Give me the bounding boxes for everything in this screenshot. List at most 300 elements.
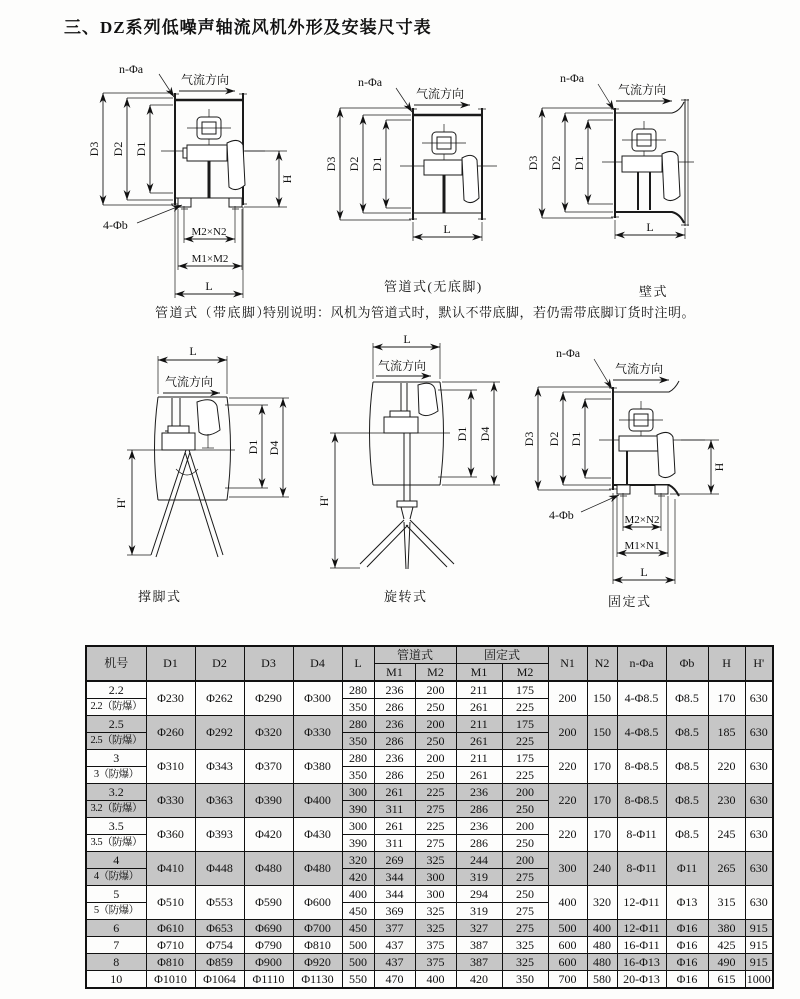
cell-n1: 220 xyxy=(548,784,587,818)
cell-d4: Φ480 xyxy=(293,852,342,886)
cell-model: 4 xyxy=(86,852,146,869)
cell-n-phi-a: 8-Φ11 xyxy=(617,852,666,886)
cell-n-phi-a: 4-Φ8.5 xyxy=(617,681,666,716)
cell-h-prime: 630 xyxy=(745,750,773,784)
cell-L: 300 xyxy=(342,818,374,835)
svg-text:H: H xyxy=(280,174,294,184)
cell-fixed-m1: 211 xyxy=(456,681,502,699)
cell-duct-m1: 286 xyxy=(374,733,415,750)
cell-fixed-m1: 244 xyxy=(456,852,502,869)
cell-d2: Φ343 xyxy=(195,750,244,784)
cell-n2: 170 xyxy=(587,784,617,818)
cell-d1: Φ410 xyxy=(146,852,195,886)
cell-n-phi-a: 16-Φ11 xyxy=(617,937,666,954)
cell-n-phi-a: 8-Φ11 xyxy=(617,818,666,852)
cell-duct-m2: 300 xyxy=(415,869,456,886)
col-header-fixed-m2: M2 xyxy=(502,664,548,682)
col-header-d4: D4 xyxy=(293,646,342,681)
cell-d3: Φ370 xyxy=(244,750,293,784)
cell-L: 280 xyxy=(342,716,374,733)
cell-model: 2.5（防爆） xyxy=(86,733,146,750)
cell-d3: Φ690 xyxy=(244,920,293,937)
cell-L: 450 xyxy=(342,903,374,920)
cell-fixed-m1: 261 xyxy=(456,733,502,750)
cell-L: 350 xyxy=(342,733,374,750)
cell-L: 500 xyxy=(342,937,374,954)
cell-model: 2.2 xyxy=(86,681,146,699)
svg-text:D3: D3 xyxy=(526,155,540,171)
cell-h: 380 xyxy=(708,920,745,937)
table-row xyxy=(86,937,773,954)
header-row-1 xyxy=(86,646,773,664)
cell-duct-m2: 275 xyxy=(415,835,456,852)
label-n-phi-a: n-Φa xyxy=(556,346,581,360)
label-flow: 气流方向 xyxy=(618,83,667,97)
cell-fixed-m2: 325 xyxy=(502,954,548,971)
cell-d4: Φ380 xyxy=(293,750,342,784)
special-note: 特别说明：风机为管道式时，默认不带底脚，若仍需带底脚订货时注明。 xyxy=(263,305,696,320)
fan-internals xyxy=(161,109,265,198)
cell-h: 425 xyxy=(708,937,745,954)
cell-n-phi-a: 12-Φ11 xyxy=(617,920,666,937)
cell-L: 280 xyxy=(342,750,374,767)
cell-L: 350 xyxy=(342,699,374,716)
label-flow: 气流方向 xyxy=(181,73,230,87)
cell-duct-m2: 375 xyxy=(415,937,456,954)
cell-d2: Φ754 xyxy=(195,937,244,954)
cell-model: 8 xyxy=(86,954,146,971)
dimensions xyxy=(324,75,482,241)
dimensions xyxy=(114,344,289,555)
cell-d3: Φ790 xyxy=(244,937,293,954)
cell-h-prime: 630 xyxy=(745,716,773,750)
cell-duct-m1: 286 xyxy=(374,699,415,716)
cell-n2: 580 xyxy=(587,971,617,989)
fan-internals xyxy=(338,383,450,433)
caption-support-leg: 撑脚式 xyxy=(138,589,182,604)
label-flow: 气流方向 xyxy=(416,87,465,101)
cell-n1: 700 xyxy=(548,971,587,989)
cell-d2: Φ859 xyxy=(195,954,244,971)
fan-internals xyxy=(599,401,705,485)
col-header-d1: D1 xyxy=(146,646,195,681)
cell-duct-m2: 225 xyxy=(415,818,456,835)
cell-fixed-m2: 200 xyxy=(502,784,548,801)
table-row xyxy=(86,852,773,869)
cell-fixed-m2: 175 xyxy=(502,681,548,699)
svg-text:D2: D2 xyxy=(547,431,561,447)
svg-text:D4: D4 xyxy=(267,440,281,456)
cell-d4: Φ810 xyxy=(293,937,342,954)
cell-fixed-m1: 319 xyxy=(456,903,502,920)
dimensions xyxy=(522,346,726,584)
table-row xyxy=(86,886,773,903)
cell-duct-m2: 250 xyxy=(415,699,456,716)
cell-duct-m2: 200 xyxy=(415,716,456,733)
cell-d2: Φ448 xyxy=(195,852,244,886)
svg-text:L: L xyxy=(403,332,411,346)
cell-d3: Φ900 xyxy=(244,954,293,971)
cell-model: 5 xyxy=(86,886,146,903)
cell-L: 550 xyxy=(342,971,374,989)
cell-fixed-m1: 261 xyxy=(456,767,502,784)
cell-n1: 500 xyxy=(548,920,587,937)
col-header-n1: N1 xyxy=(548,646,587,681)
cell-d4: Φ300 xyxy=(293,681,342,716)
cell-fixed-m1: 211 xyxy=(456,750,502,767)
cell-phi-b: Φ8.5 xyxy=(666,784,708,818)
cell-n1: 220 xyxy=(548,750,587,784)
cell-duct-m1: 369 xyxy=(374,903,415,920)
cell-duct-m2: 250 xyxy=(415,767,456,784)
cell-d2: Φ363 xyxy=(195,784,244,818)
cell-model: 3（防爆） xyxy=(86,767,146,784)
cell-h-prime: 630 xyxy=(745,852,773,886)
svg-text:D1: D1 xyxy=(569,431,583,447)
cell-model: 5（防爆） xyxy=(86,903,146,920)
cell-d3: Φ590 xyxy=(244,886,293,920)
table-row xyxy=(86,784,773,801)
cell-fixed-m1: 236 xyxy=(456,818,502,835)
cell-d4: Φ920 xyxy=(293,954,342,971)
cell-duct-m2: 225 xyxy=(415,784,456,801)
cell-d1: Φ810 xyxy=(146,954,195,971)
svg-text:H': H' xyxy=(114,497,128,509)
label-4-phi-b: 4-Φb xyxy=(549,508,574,522)
cell-d2: Φ653 xyxy=(195,920,244,937)
col-header-jihao: 机号 xyxy=(86,646,146,681)
cell-fixed-m1: 236 xyxy=(456,784,502,801)
dimensions xyxy=(317,332,500,568)
cell-d4: Φ430 xyxy=(293,818,342,852)
label-flow: 气流方向 xyxy=(165,375,214,389)
col-header-d2: D2 xyxy=(195,646,244,681)
cell-h-prime: 630 xyxy=(745,886,773,920)
svg-text:L: L xyxy=(640,565,648,579)
cell-d1: Φ230 xyxy=(146,681,195,716)
cell-fixed-m2: 200 xyxy=(502,852,548,869)
cell-h: 170 xyxy=(708,681,745,716)
dimensions xyxy=(526,71,685,239)
cell-d4: Φ1130 xyxy=(293,971,342,989)
cell-n2: 400 xyxy=(587,920,617,937)
cell-duct-m1: 236 xyxy=(374,681,415,699)
cell-L: 420 xyxy=(342,869,374,886)
cell-d1: Φ260 xyxy=(146,716,195,750)
cell-duct-m2: 325 xyxy=(415,903,456,920)
svg-text:H': H' xyxy=(317,495,331,507)
cell-n2: 320 xyxy=(587,886,617,920)
cell-model: 3.2 xyxy=(86,784,146,801)
cell-duct-m1: 261 xyxy=(374,784,415,801)
cell-duct-m1: 311 xyxy=(374,801,415,818)
cell-fixed-m2: 275 xyxy=(502,920,548,937)
cell-phi-b: Φ8.5 xyxy=(666,681,708,716)
cell-phi-b: Φ16 xyxy=(666,920,708,937)
svg-text:D3: D3 xyxy=(324,156,338,172)
cell-fixed-m1: 286 xyxy=(456,801,502,818)
cell-model: 2.5 xyxy=(86,716,146,733)
cell-h: 230 xyxy=(708,784,745,818)
diagram-wall-type xyxy=(522,66,740,246)
cell-duct-m1: 311 xyxy=(374,835,415,852)
svg-text:M1×M2: M1×M2 xyxy=(191,253,229,265)
cell-n2: 170 xyxy=(587,750,617,784)
cell-d3: Φ1110 xyxy=(244,971,293,989)
cell-d3: Φ480 xyxy=(244,852,293,886)
svg-text:D1: D1 xyxy=(572,155,586,171)
cell-n1: 600 xyxy=(548,937,587,954)
cell-n1: 300 xyxy=(548,852,587,886)
cell-n-phi-a: 8-Φ8.5 xyxy=(617,784,666,818)
cell-duct-m1: 344 xyxy=(374,886,415,903)
cell-fixed-m2: 325 xyxy=(502,937,548,954)
cell-L: 320 xyxy=(342,852,374,869)
cell-duct-m2: 325 xyxy=(415,920,456,937)
table-row xyxy=(86,920,773,937)
cell-fixed-m1: 261 xyxy=(456,699,502,716)
cell-n-phi-a: 8-Φ8.5 xyxy=(617,750,666,784)
cell-h-prime: 630 xyxy=(745,681,773,716)
cell-model: 3.2（防爆） xyxy=(86,801,146,818)
svg-text:D3: D3 xyxy=(87,141,101,157)
cell-d1: Φ610 xyxy=(146,920,195,937)
cell-d2: Φ553 xyxy=(195,886,244,920)
cell-fixed-m1: 319 xyxy=(456,869,502,886)
cell-h-prime: 915 xyxy=(745,920,773,937)
svg-text:D3: D3 xyxy=(522,431,536,447)
cell-d2: Φ393 xyxy=(195,818,244,852)
cell-duct-m2: 400 xyxy=(415,971,456,989)
svg-text:L: L xyxy=(646,220,654,234)
col-header-duct-m2: M2 xyxy=(415,664,456,682)
label-flow: 气流方向 xyxy=(615,362,664,376)
cell-model: 3 xyxy=(86,750,146,767)
cell-h: 615 xyxy=(708,971,745,989)
cell-fixed-m2: 275 xyxy=(502,869,548,886)
cell-h: 245 xyxy=(708,818,745,852)
svg-text:L: L xyxy=(189,344,197,358)
cell-fixed-m2: 275 xyxy=(502,903,548,920)
cell-fixed-m1: 286 xyxy=(456,835,502,852)
cell-n2: 150 xyxy=(587,716,617,750)
cell-n1: 200 xyxy=(548,681,587,716)
cell-phi-b: Φ13 xyxy=(666,886,708,920)
cell-h: 185 xyxy=(708,716,745,750)
svg-text:D1: D1 xyxy=(134,141,148,157)
cell-d2: Φ292 xyxy=(195,716,244,750)
cell-d3: Φ290 xyxy=(244,681,293,716)
cell-d4: Φ600 xyxy=(293,886,342,920)
cell-fixed-m2: 250 xyxy=(502,886,548,903)
cell-duct-m1: 437 xyxy=(374,954,415,971)
diagram-duct-no-feet xyxy=(324,74,532,246)
diagram-support-leg xyxy=(113,336,313,586)
cell-n-phi-a: 16-Φ13 xyxy=(617,954,666,971)
fan-internals xyxy=(148,398,235,450)
cell-model: 4（防爆） xyxy=(86,869,146,886)
cell-duct-m1: 470 xyxy=(374,971,415,989)
cell-L: 500 xyxy=(342,954,374,971)
col-header-h-prime: H' xyxy=(745,646,773,681)
cell-L: 450 xyxy=(342,920,374,937)
cell-model: 7 xyxy=(86,937,146,954)
cell-duct-m1: 236 xyxy=(374,750,415,767)
table-row xyxy=(86,818,773,835)
cell-h: 265 xyxy=(708,852,745,886)
col-header-L: L xyxy=(342,646,374,681)
cell-n2: 240 xyxy=(587,852,617,886)
cell-duct-m2: 325 xyxy=(415,852,456,869)
cell-L: 390 xyxy=(342,835,374,852)
svg-text:D4: D4 xyxy=(478,426,492,442)
label-n-phi-a: n-Φa xyxy=(560,71,585,85)
cell-d1: Φ710 xyxy=(146,937,195,954)
cell-duct-m1: 236 xyxy=(374,716,415,733)
label-4-phi-b: 4-Φb xyxy=(103,218,128,232)
diagram-duct-with-feet xyxy=(83,57,301,303)
cell-d4: Φ330 xyxy=(293,716,342,750)
cell-model: 3.5（防爆） xyxy=(86,835,146,852)
cell-duct-m1: 286 xyxy=(374,767,415,784)
cell-L: 300 xyxy=(342,784,374,801)
cell-fixed-m1: 294 xyxy=(456,886,502,903)
cell-d3: Φ320 xyxy=(244,716,293,750)
cell-n2: 480 xyxy=(587,937,617,954)
col-header-duct-m1: M1 xyxy=(374,664,415,682)
cell-duct-m2: 200 xyxy=(415,681,456,699)
cell-phi-b: Φ8.5 xyxy=(666,750,708,784)
cell-h-prime: 630 xyxy=(745,818,773,852)
dimensions xyxy=(87,62,294,298)
col-header-h: H xyxy=(708,646,745,681)
cell-phi-b: Φ8.5 xyxy=(666,818,708,852)
cell-n2: 480 xyxy=(587,954,617,971)
cell-fixed-m2: 175 xyxy=(502,716,548,733)
diagram-fixed xyxy=(523,343,753,588)
cell-duct-m1: 269 xyxy=(374,852,415,869)
cell-d4: Φ700 xyxy=(293,920,342,937)
cell-phi-b: Φ11 xyxy=(666,852,708,886)
cell-n-phi-a: 12-Φ11 xyxy=(617,886,666,920)
col-header-fixed-m1: M1 xyxy=(456,664,502,682)
cell-d1: Φ330 xyxy=(146,784,195,818)
cell-fixed-m2: 350 xyxy=(502,971,548,989)
cell-model: 2.2（防爆） xyxy=(86,699,146,716)
cell-d3: Φ390 xyxy=(244,784,293,818)
svg-text:M2×N2: M2×N2 xyxy=(624,514,660,526)
table-row xyxy=(86,954,773,971)
cell-L: 350 xyxy=(342,767,374,784)
cell-model: 6 xyxy=(86,920,146,937)
cell-d1: Φ1010 xyxy=(146,971,195,989)
cell-n1: 400 xyxy=(548,886,587,920)
cell-phi-b: Φ16 xyxy=(666,954,708,971)
cell-d1: Φ310 xyxy=(146,750,195,784)
cell-fixed-m2: 225 xyxy=(502,699,548,716)
svg-text:M1×N1: M1×N1 xyxy=(624,540,660,552)
cell-duct-m2: 200 xyxy=(415,750,456,767)
cell-n1: 600 xyxy=(548,954,587,971)
table-header xyxy=(86,646,773,681)
label-flow: 气流方向 xyxy=(378,359,427,373)
caption-rotary: 旋转式 xyxy=(384,589,428,604)
cell-d2: Φ1064 xyxy=(195,971,244,989)
cell-fixed-m2: 225 xyxy=(502,733,548,750)
cell-duct-m2: 275 xyxy=(415,801,456,818)
cell-n2: 170 xyxy=(587,818,617,852)
cell-duct-m1: 437 xyxy=(374,937,415,954)
svg-text:L: L xyxy=(443,222,451,236)
cell-duct-m1: 344 xyxy=(374,869,415,886)
cell-fixed-m1: 387 xyxy=(456,954,502,971)
cell-fixed-m1: 387 xyxy=(456,937,502,954)
cell-L: 400 xyxy=(342,886,374,903)
cell-h-prime: 915 xyxy=(745,954,773,971)
cell-L: 280 xyxy=(342,681,374,699)
caption-fixed: 固定式 xyxy=(608,594,652,609)
cell-fixed-m2: 175 xyxy=(502,750,548,767)
cell-phi-b: Φ16 xyxy=(666,971,708,989)
spec-table xyxy=(85,645,774,989)
cell-L: 390 xyxy=(342,801,374,818)
cell-duct-m2: 375 xyxy=(415,954,456,971)
cell-d2: Φ262 xyxy=(195,681,244,716)
caption-wall-type: 壁式 xyxy=(639,284,669,299)
cell-fixed-m1: 327 xyxy=(456,920,502,937)
cell-duct-m1: 261 xyxy=(374,818,415,835)
table-row xyxy=(86,681,773,699)
svg-text:L: L xyxy=(205,279,213,293)
col-header-n2: N2 xyxy=(587,646,617,681)
cell-duct-m2: 250 xyxy=(415,733,456,750)
caption-duct-with-feet: 管道式（带底脚） xyxy=(155,305,272,320)
svg-text:M2×N2: M2×N2 xyxy=(191,226,227,238)
col-header-d3: D3 xyxy=(244,646,293,681)
cell-fixed-m2: 200 xyxy=(502,818,548,835)
cell-fixed-m2: 225 xyxy=(502,767,548,784)
cell-h: 315 xyxy=(708,886,745,920)
diagram-rotary xyxy=(318,333,508,583)
svg-text:D1: D1 xyxy=(370,156,384,172)
table-row xyxy=(86,716,773,733)
col-header-n-phi-a: n-Φa xyxy=(617,646,666,681)
cell-n-phi-a: 4-Φ8.5 xyxy=(617,716,666,750)
svg-text:D2: D2 xyxy=(347,156,361,172)
cell-fixed-m1: 420 xyxy=(456,971,502,989)
cell-d1: Φ360 xyxy=(146,818,195,852)
table-row xyxy=(86,971,773,989)
cell-fixed-m1: 211 xyxy=(456,716,502,733)
cell-model: 10 xyxy=(86,971,146,989)
col-header-duct: 管道式 xyxy=(374,646,456,664)
cell-duct-m2: 300 xyxy=(415,886,456,903)
table-body xyxy=(86,681,773,988)
cell-duct-m1: 377 xyxy=(374,920,415,937)
cell-n-phi-a: 20-Φ13 xyxy=(617,971,666,989)
cell-n1: 200 xyxy=(548,716,587,750)
page-title: 三、DZ系列低噪声轴流风机外形及安装尺寸表 xyxy=(64,18,432,37)
cell-fixed-m2: 250 xyxy=(502,801,548,818)
cell-n1: 220 xyxy=(548,818,587,852)
cell-phi-b: Φ16 xyxy=(666,937,708,954)
label-n-phi-a: n-Φa xyxy=(119,62,144,76)
cell-model: 3.5 xyxy=(86,818,146,835)
cell-d3: Φ420 xyxy=(244,818,293,852)
cell-h: 220 xyxy=(708,750,745,784)
cell-phi-b: Φ8.5 xyxy=(666,716,708,750)
svg-text:H: H xyxy=(712,462,726,472)
